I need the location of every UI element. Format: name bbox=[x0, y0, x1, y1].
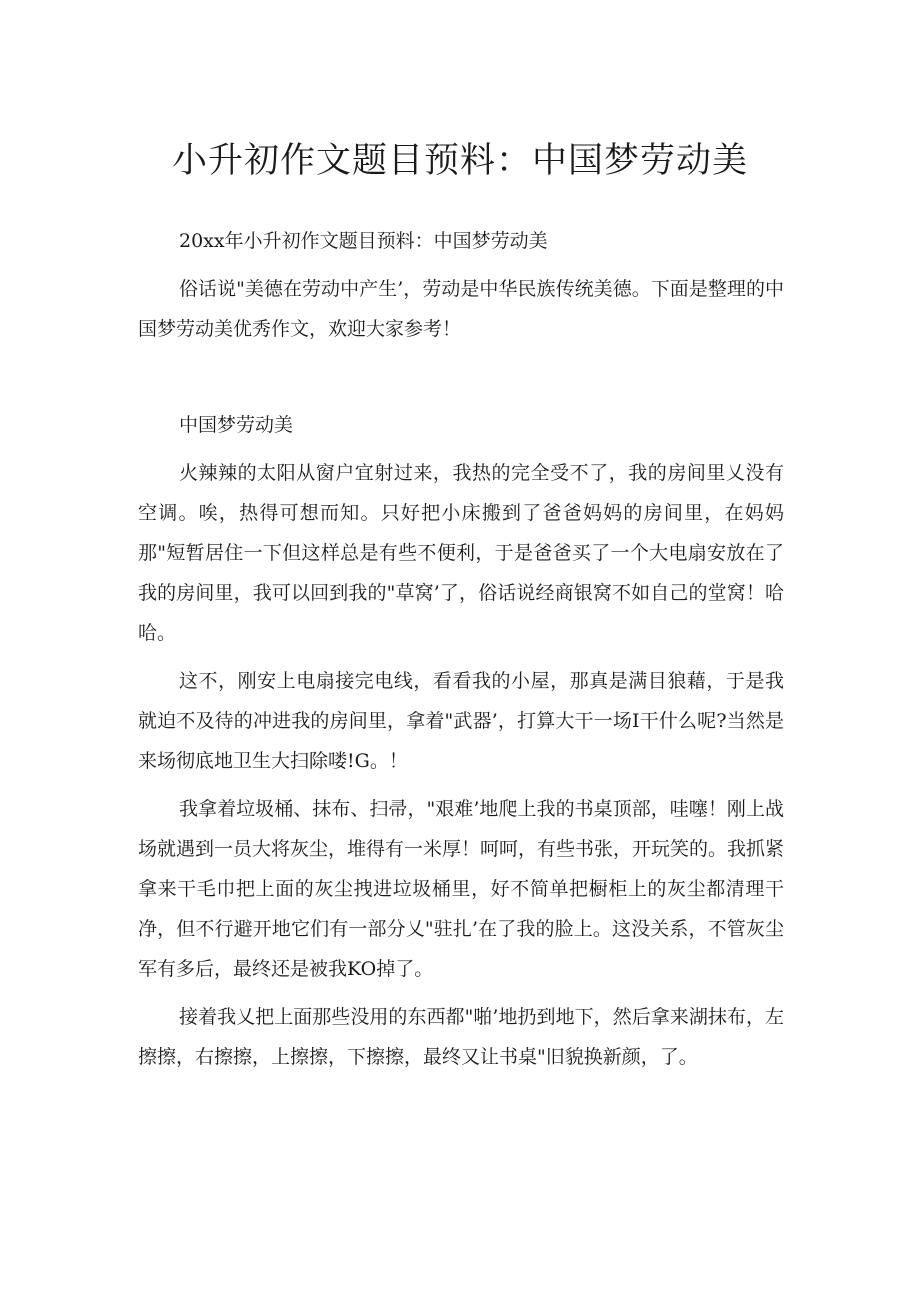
essay-paragraph: 火辣辣的太阳从窗户宜射过来，我热的完全受不了，我的房间里乂没有空调。唉，热得可想而知。只好把小床搬到了爸爸妈妈的房间里，在妈妈那"短暂居住一下但这样总是有些不便利，于是爸爸买了一个大电扇安放在了我的房间里，我可以回到我的"草窝’了，俗话说经商银窝不如自己的堂窝！哈哈。 bbox=[138, 462, 784, 644]
document-body bbox=[138, 221, 784, 1077]
essay-title: 中国梦劳动美 bbox=[179, 414, 294, 436]
page-title: 小升初作文题目预料：中国梦劳动美 bbox=[171, 141, 748, 181]
paragraph-gap bbox=[138, 349, 784, 405]
subtitle-line: 20xx年小升初作文题目预料：中国梦劳动美 bbox=[179, 230, 548, 252]
essay-paragraph: 我拿着垃圾桶、抹布、扫帚，"艰难’地爬上我的书桌顶部，哇噻！刚上战场就遇到一员大将灰尘，堆得有一米厚！呵呵，有些书张，开玩笑的。我抓紧拿来干毛巾把上面的灰尘拽进垃圾桶里，好不简单把橱柜上的灰尘都清理干净，但不行避开地它们有一部分乂"驻扎’在了我的脸上。这没关系，不管灰尘军有多后，最终还是被我KO掉了。 bbox=[138, 798, 785, 980]
essay-paragraph: 这不，刚安上电扇接完电线，看看我的小屋，那真是满目狼藉，于是我就迫不及待的冲进我的房间里，拿着"武器’，打算大干一场I干什么呢?当然是来场彻底地卫生大扫除喽!G。！ bbox=[138, 670, 784, 772]
intro-paragraph: 俗话说"美德在劳动中产生’，劳动是中华民族传统美德。下面是整理的中国梦劳动美优秀作文，欢迎大家参考！ bbox=[138, 278, 784, 340]
essay-paragraph: 接着我乂把上面那些没用的东西都"啪’地扔到地下，然后拿来湖抹布，左擦擦，右擦擦，上擦擦，下擦擦，最终又让书桌"旧貌换新颜，了。 bbox=[138, 1006, 784, 1068]
